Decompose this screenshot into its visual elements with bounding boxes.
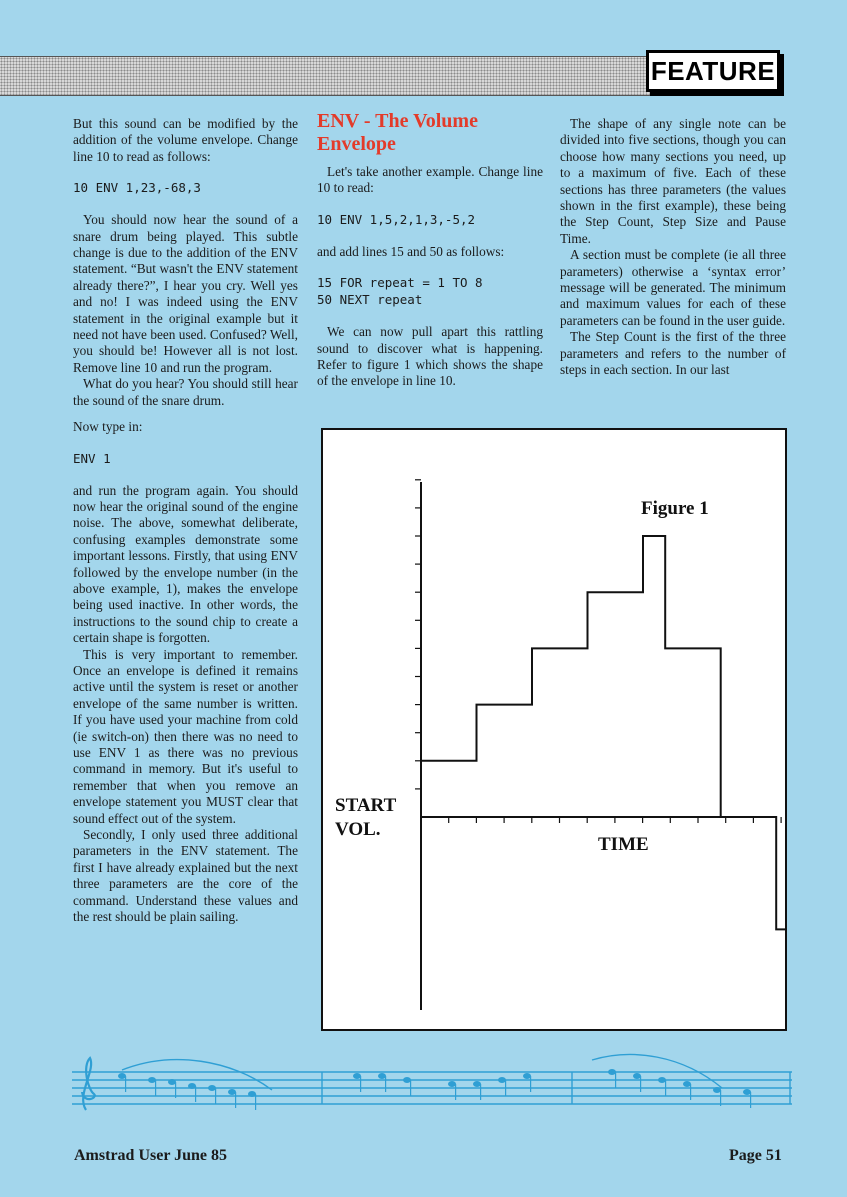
music-note-icon bbox=[188, 1083, 196, 1089]
envelope-diagram bbox=[323, 430, 785, 1029]
music-note-icon bbox=[378, 1073, 386, 1079]
y-axis-label-start: START bbox=[335, 795, 397, 816]
music-note-icon bbox=[118, 1073, 126, 1079]
music-note-icon bbox=[743, 1089, 751, 1095]
music-note-icon bbox=[473, 1081, 481, 1087]
code-listing: ENV 1 bbox=[73, 450, 111, 466]
music-note-icon bbox=[353, 1073, 361, 1079]
paragraph: You should now hear the sound of a snare drum being played. This subtle change is due to the addition of the ENV statement. “But wasn't the ENV statement already there?”, I hear you cry. Well yes and no! I was indeed using the ENV statement in the original example but it need not have been used. Confused? Well, you should be! However all is not lost. Remove line 10 and run the program. bbox=[73, 212, 298, 375]
figure-title: Figure 1 bbox=[641, 498, 709, 519]
code-listing: 10 ENV 1,5,2,1,3,-5,2 bbox=[317, 211, 476, 227]
music-staff-decoration bbox=[72, 1050, 792, 1120]
column-2 bbox=[317, 110, 543, 390]
paragraph: Secondly, I only used three additional parameters in the ENV statement. The first I have already explained but the next three parameters are the core of the command. Understand these values and the rest should be plain sailing. bbox=[73, 827, 298, 925]
paragraph: The shape of any single note can be divided into five sections, though you can choose how many sections you need, up to a maximum of five. Each of these sections has three parameters (the values shown in the first example), these being the Step Count, Step Size and Pause Time. bbox=[560, 116, 786, 246]
music-note-icon bbox=[713, 1087, 721, 1093]
figure-1-box bbox=[321, 428, 787, 1031]
music-note-icon bbox=[403, 1077, 411, 1083]
code-listing: 15 FOR repeat = 1 TO 8 50 NEXT repeat bbox=[317, 275, 483, 308]
footer-magazine-issue: Amstrad User June 85 bbox=[74, 1147, 228, 1164]
header-dotted-band bbox=[0, 56, 650, 96]
code-listing: 10 ENV 1,23,-68,3 bbox=[73, 180, 201, 196]
paragraph: The Step Count is the first of the three parameters and refers to the number of steps in each section. In our last bbox=[560, 329, 786, 378]
column-1 bbox=[73, 116, 298, 925]
music-note-icon bbox=[148, 1077, 156, 1083]
column-3 bbox=[560, 116, 786, 379]
paragraph: and run the program again. You should now hear the original sound of the engine noise. The above, somewhat deliberate, confusing examples demonstrate some important lessons. Firstly, that using ENV followed by the envelope number (in the above example, 1), makes the envelope being used inactive. In other words, the instructions to the sound chip to create a certain shape is forgotten. bbox=[73, 482, 298, 646]
axis-ticks bbox=[415, 480, 781, 823]
paragraph: We can now pull apart this rattling sound to discover what is happening. Refer to figure 1 which shows the shape of the envelope in line 10. bbox=[317, 324, 543, 389]
paragraph: A section must be complete (ie all three parameters) otherwise a ‘syntax error’ message will be generated. The minimum and maximum values for each of these parameters can be found in the user guide. bbox=[560, 247, 786, 328]
music-note-icon bbox=[448, 1081, 456, 1087]
music-note-icon bbox=[523, 1073, 531, 1079]
section-heading: ENV - The Volume Envelope bbox=[317, 110, 478, 155]
paragraph: What do you hear? You should still hear the sound of the snare drum. bbox=[73, 376, 298, 408]
y-axis-label-vol: VOL. bbox=[335, 819, 381, 840]
paragraph: But this sound can be modified by the addition of the volume envelope. Change line 10 to read as follows: bbox=[73, 116, 298, 164]
paragraph: Let's take another example. Change line 10 to read: bbox=[317, 164, 543, 196]
paragraph: This is very important to remember. Once an envelope is defined it remains active until the system is reset or another envelope of the same number is written. If you have used your machine from cold (ie switch-on) then there was no need to use ENV 1 as there was no previous command in memory. But it's useful to remember that when you remove an envelope statement you MUST clear that sound effect out of the system. bbox=[73, 646, 298, 826]
paragraph: Now type in: bbox=[73, 419, 143, 435]
feature-tag: FEATURE bbox=[646, 50, 780, 92]
music-note-icon bbox=[208, 1085, 216, 1091]
envelope-line bbox=[421, 536, 785, 929]
music-note-icon bbox=[248, 1091, 256, 1097]
music-note-icon bbox=[608, 1069, 616, 1075]
music-note-icon bbox=[498, 1077, 506, 1083]
music-note-icon bbox=[658, 1077, 666, 1083]
music-note-icon bbox=[633, 1073, 641, 1079]
paragraph: and add lines 15 and 50 as follows: bbox=[317, 243, 505, 259]
x-axis-label-time: TIME bbox=[598, 834, 649, 855]
music-note-icon bbox=[228, 1089, 236, 1095]
footer-page-number: Page 51 bbox=[729, 1147, 782, 1164]
music-note-icon bbox=[683, 1081, 691, 1087]
music-note-icon bbox=[168, 1079, 176, 1085]
